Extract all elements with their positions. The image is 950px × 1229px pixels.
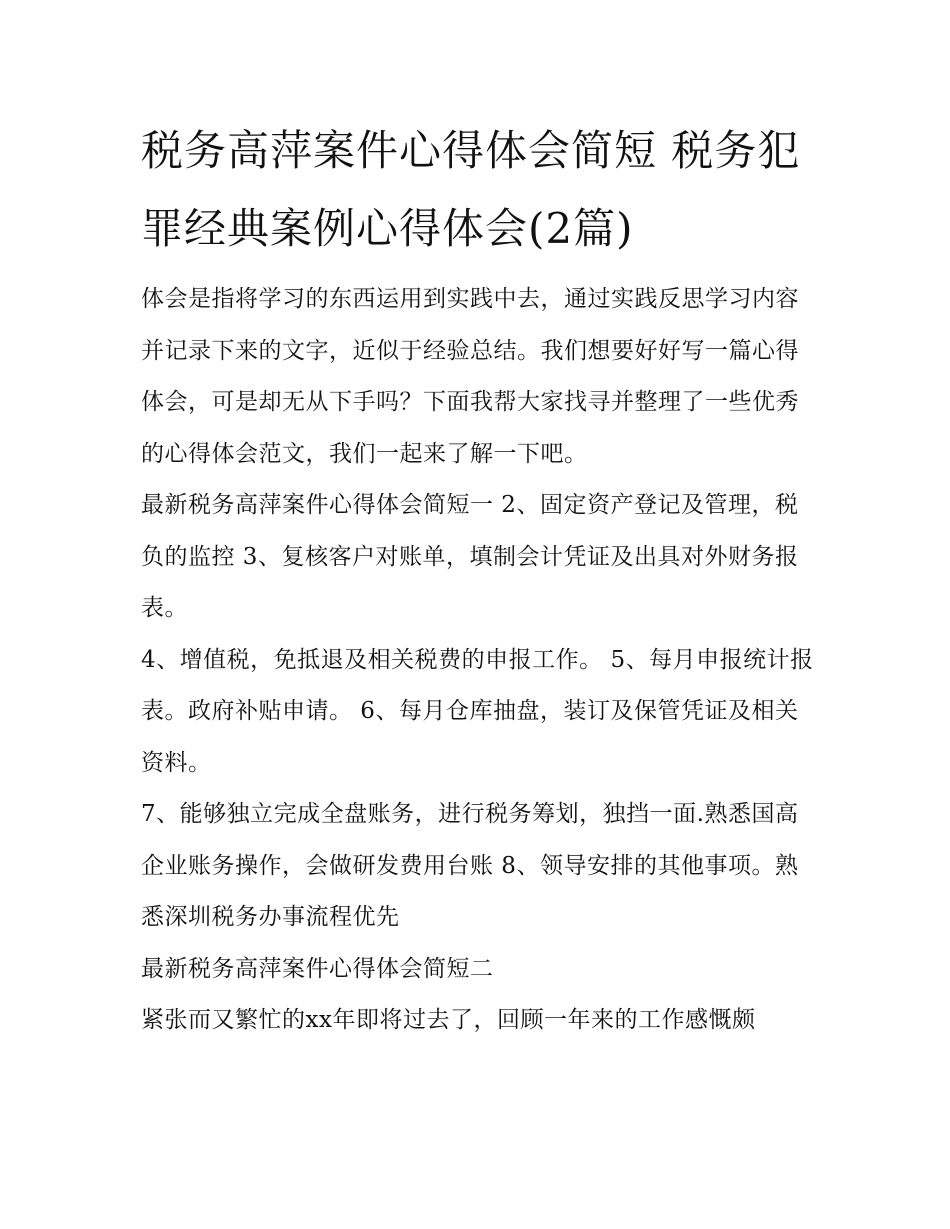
section-two-heading: 最新税务高萍案件心得体会简短二 [141,955,494,982]
section-one-paragraph: 最新税务高萍案件心得体会简短一 2、固定资产登记及管理，税负的监控 3、复核客户对账单，填制会计凭证及出具对外财务报表。 [141,492,799,621]
document-content [141,112,816,1047]
document-title: 税务高萍案件心得体会简短 税务犯罪经典案例心得体会(2篇) [141,126,801,253]
section-two-paragraph: 紧张而又繁忙的xx年即将过去了，回顾一年来的工作感慨颇 [141,1007,756,1033]
list-items-7-8-paragraph: 7、能够独立完成全盘账务，进行税务筹划，独挡一面.熟悉国高企业账务操作，会做研发费用台账 8、领导安排的其他事项。熟悉深圳税务办事流程优先 [141,801,799,930]
document-body [141,274,816,1047]
intro-paragraph: 体会是指将学习的东西运用到实践中去，通过实践反思学习内容并记录下来的文字，近似于经验总结。我们想要好好写一篇心得体会，可是却无从下手吗？下面我帮大家找寻并整理了一些优秀的心得体会范文，我们一起来了解一下吧。 [141,286,799,467]
list-items-4-6-paragraph: 4、增值税，免抵退及相关税费的申报工作。 5、每月申报统计报表。政府补贴申请。 6、每月仓库抽盘，装订及保管凭证及相关资料。 [141,646,814,776]
